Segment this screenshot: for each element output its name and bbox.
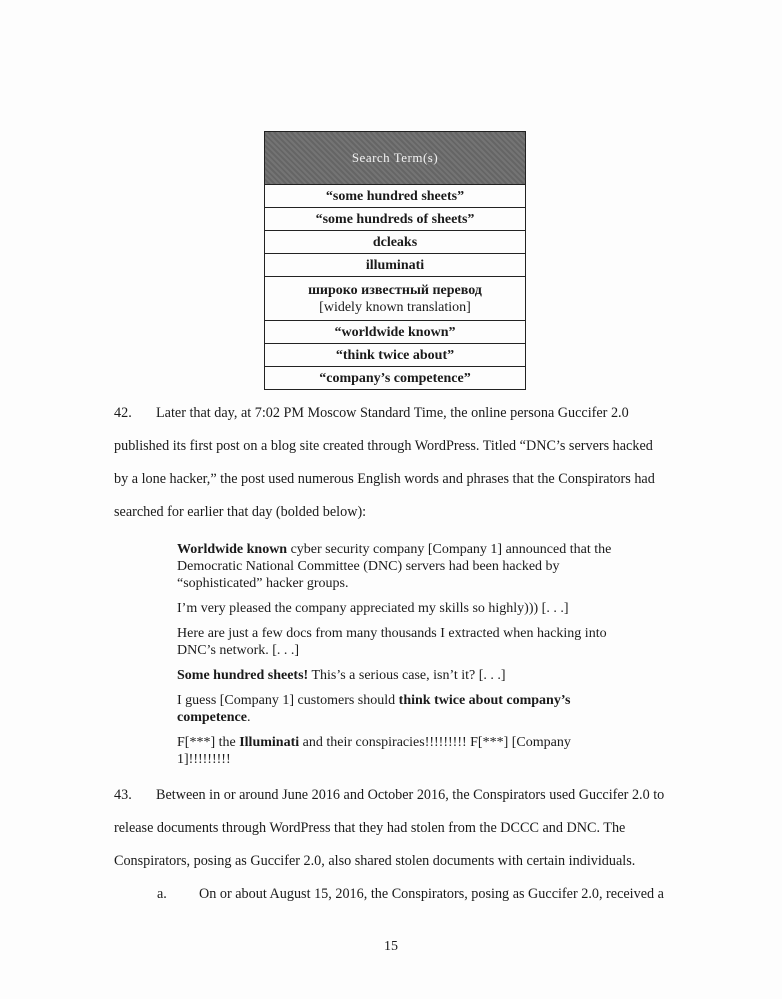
quote-paragraph — [177, 734, 614, 768]
table-row: illuminati — [265, 254, 526, 277]
paragraph-42 — [114, 397, 680, 529]
quote-text: . — [246, 710, 251, 725]
russian-term: широко известный перевод — [308, 282, 482, 298]
table-row — [265, 277, 526, 321]
quote-text: F[***] the — [177, 735, 240, 750]
paragraph-line: searched for earlier that day (bolded below): — [114, 504, 367, 520]
quote-paragraph: Here are just a few docs from many thousands I extracted when hacking into DNC’s network. [. . .] — [177, 626, 607, 658]
table-row: “worldwide known” — [265, 321, 526, 344]
quote-text: and their conspiracies!!!!!!!!! F[***] [Company 1]!!!!!!!!! — [177, 735, 571, 767]
bold-term: think twice about company’s competence — [177, 693, 571, 725]
paragraph-line — [114, 779, 680, 812]
paragraph-line: by a lone hacker,” the post used numerous English words and phrases that the Conspirators had — [114, 471, 655, 487]
search-terms-table — [264, 131, 526, 390]
paragraph-number: 42. — [114, 405, 132, 421]
table-row: “some hundred sheets” — [265, 185, 526, 208]
paragraph-line: Conspirators, posing as Guccifer 2.0, also shared stolen documents with certain individuals. — [114, 853, 636, 869]
subparagraph-label: a. — [157, 886, 167, 902]
table-row: dcleaks — [265, 231, 526, 254]
table-row: “think twice about” — [265, 344, 526, 367]
quote-text: This’s a serious case, isn’t it? [. . .] — [308, 668, 506, 683]
paragraph-number: 43. — [114, 787, 132, 803]
quote-paragraph: I’m very pleased the company appreciated my skills so highly))) [. . .] — [177, 601, 569, 616]
quote-text: I guess [Company 1] customers should — [177, 693, 399, 708]
bold-term: Worldwide known — [177, 542, 288, 557]
paragraph-43 — [114, 779, 680, 878]
quote-paragraph — [177, 692, 614, 726]
translation-note: [widely known translation] — [319, 299, 471, 315]
paragraph-line: published its first post on a blog site created through WordPress. Titled “DNC’s servers hacked — [114, 438, 653, 454]
paragraph-text: Between in or around June 2016 and October 2016, the Conspirators used Guccifer 2.0 to — [156, 787, 665, 803]
bold-term: Some hundred sheets! — [177, 668, 309, 683]
quote-paragraph — [177, 541, 614, 592]
table-row: “some hundreds of sheets” — [265, 208, 526, 231]
paragraph-line: release documents through WordPress that they had stolen from the DCCC and DNC. The — [114, 820, 626, 836]
table-header: Search Term(s) — [265, 132, 526, 185]
quote-paragraph — [177, 667, 614, 684]
blockquote-post — [177, 541, 614, 776]
page-number: 15 — [384, 939, 398, 954]
subparagraph-a — [157, 884, 680, 904]
paragraph-text: Later that day, at 7:02 PM Moscow Standard Time, the online persona Guccifer 2.0 — [156, 405, 629, 421]
bold-term: Illuminati — [239, 735, 300, 750]
table-row: “company’s competence” — [265, 367, 526, 390]
subparagraph-text: On or about August 15, 2016, the Conspirators, posing as Guccifer 2.0, received a — [199, 886, 664, 902]
paragraph-line — [114, 397, 680, 430]
quote-text: cyber security company [Company 1] announced that the Democratic National Committee (DNC) servers had been hacked by “sophisticated” hacker groups. — [177, 542, 612, 591]
